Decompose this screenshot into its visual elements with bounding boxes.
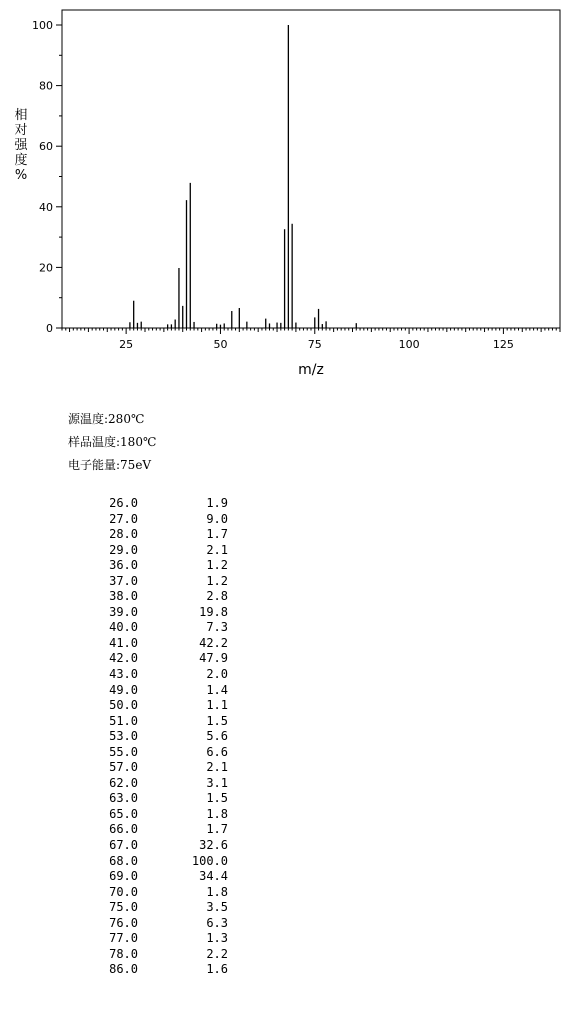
mz-value: 75.0	[109, 900, 138, 915]
mz-value: 26.0	[109, 496, 138, 510]
mz-value: 78.0	[109, 946, 138, 961]
abundance-value: 1.7	[206, 527, 228, 542]
mz-value: 57.0	[109, 760, 138, 775]
table-row	[86, 651, 228, 667]
abundance-value: 2.1	[206, 542, 228, 557]
abundance-value: 2.1	[206, 760, 228, 775]
x-tick-label: 25	[119, 338, 134, 351]
abundance-value: 1.7	[206, 822, 228, 837]
mz-value: 29.0	[109, 542, 138, 557]
abundance-value: 1.1	[206, 698, 228, 713]
mz-value: 62.0	[109, 775, 138, 790]
table-row	[86, 527, 228, 543]
table-row	[86, 683, 228, 699]
y-axis-label	[12, 108, 30, 183]
table-row	[86, 885, 228, 901]
table-row	[86, 916, 228, 932]
abundance-value: 2.2	[206, 946, 228, 961]
mz-value: 28.0	[109, 527, 138, 542]
x-axis	[62, 328, 560, 351]
mz-value: 70.0	[109, 884, 138, 899]
table-row	[86, 776, 228, 792]
spectrum-bars	[130, 25, 356, 328]
y-axis-label-char: 对	[14, 123, 28, 138]
abundance-value: 7.3	[206, 620, 228, 635]
table-row	[86, 714, 228, 730]
mz-value: 53.0	[109, 729, 138, 744]
x-tick-label: 100	[398, 338, 420, 351]
y-axis-label-char: 强	[14, 138, 28, 153]
abundance-value: 34.4	[199, 869, 228, 884]
abundance-value: 1.5	[206, 791, 228, 806]
table-row	[86, 962, 228, 978]
mz-value: 69.0	[109, 869, 138, 884]
y-tick-label: 40	[39, 200, 53, 214]
table-row	[86, 605, 228, 621]
mz-value: 37.0	[109, 573, 138, 588]
table-row	[86, 822, 228, 838]
abundance-value: 2.8	[206, 589, 228, 604]
table-row	[86, 636, 228, 652]
mz-value: 77.0	[109, 931, 138, 946]
x-tick-label: 125	[492, 338, 514, 351]
mz-value: 63.0	[109, 791, 138, 806]
mz-value: 43.0	[109, 667, 138, 682]
abundance-value: 1.5	[206, 713, 228, 728]
y-tick-label: 20	[39, 261, 53, 275]
abundance-value: 19.8	[199, 604, 228, 619]
x-tick-label: 75	[307, 338, 322, 351]
mz-value: 42.0	[109, 651, 138, 666]
y-tick-label: 60	[39, 140, 53, 154]
abundance-value: 32.6	[199, 838, 228, 853]
table-row	[86, 543, 228, 559]
table-row	[86, 729, 228, 745]
acquisition-conditions	[68, 408, 156, 477]
table-row	[86, 667, 228, 683]
y-axis	[32, 19, 62, 335]
table-row	[86, 807, 228, 823]
abundance-value: 6.3	[206, 915, 228, 930]
table-row	[86, 496, 228, 512]
abundance-value: 1.2	[206, 558, 228, 573]
abundance-value: 100.0	[191, 853, 228, 868]
y-axis-label-char: %	[14, 168, 28, 183]
y-tick-label: 80	[39, 79, 53, 93]
table-row	[86, 574, 228, 590]
table-row	[86, 620, 228, 636]
mz-value: 39.0	[109, 604, 138, 619]
mz-value: 76.0	[109, 915, 138, 930]
abundance-value: 1.6	[206, 962, 228, 977]
abundance-value: 3.5	[206, 900, 228, 915]
table-row	[86, 854, 228, 870]
table-row	[86, 698, 228, 714]
mz-value: 66.0	[109, 822, 138, 837]
abundance-value: 1.2	[206, 573, 228, 588]
abundance-value: 3.1	[206, 775, 228, 790]
abundance-value: 1.4	[206, 682, 228, 697]
y-tick-label: 0	[46, 322, 53, 335]
mz-value: 27.0	[109, 511, 138, 526]
mz-value: 65.0	[109, 806, 138, 821]
mz-value: 68.0	[109, 853, 138, 868]
mz-value: 55.0	[109, 744, 138, 759]
x-axis-label: m/z	[298, 362, 324, 378]
mz-value: 50.0	[109, 698, 138, 713]
table-row	[86, 512, 228, 528]
mz-value: 51.0	[109, 713, 138, 728]
mz-value: 40.0	[109, 620, 138, 635]
abundance-value: 2.0	[206, 667, 228, 682]
mz-value: 49.0	[109, 682, 138, 697]
mz-value: 38.0	[109, 589, 138, 604]
abundance-value: 42.2	[199, 635, 228, 650]
table-row	[86, 558, 228, 574]
table-row	[86, 745, 228, 761]
table-row	[86, 589, 228, 605]
table-row	[86, 838, 228, 854]
table-row	[86, 931, 228, 947]
abundance-value: 47.9	[199, 651, 228, 666]
abundance-value: 1.9	[206, 496, 228, 510]
table-row	[86, 900, 228, 916]
mz-value: 86.0	[109, 962, 138, 977]
mass-spectrum-chart	[0, 0, 570, 390]
electron-energy: 电子能量:75eV	[68, 458, 152, 472]
table-row	[86, 760, 228, 776]
abundance-value: 1.8	[206, 806, 228, 821]
table-row	[86, 791, 228, 807]
table-row	[86, 869, 228, 885]
abundance-value: 9.0	[206, 511, 228, 526]
y-axis-label-char: 相	[14, 108, 28, 123]
x-tick-label: 50	[213, 338, 228, 351]
abundance-value: 1.3	[206, 931, 228, 946]
plot-frame	[62, 10, 560, 328]
abundance-value: 5.6	[206, 729, 228, 744]
mz-value: 41.0	[109, 635, 138, 650]
y-axis-label-char: 度	[14, 153, 28, 168]
abundance-value: 6.6	[206, 744, 228, 759]
peak-table	[86, 496, 228, 978]
mz-value: 67.0	[109, 838, 138, 853]
y-tick-label: 100	[32, 19, 53, 32]
abundance-value: 1.8	[206, 884, 228, 899]
source-temperature: 源温度:280℃	[68, 412, 145, 426]
sample-temperature: 样品温度:180℃	[68, 435, 157, 449]
mz-value: 36.0	[109, 558, 138, 573]
table-row	[86, 947, 228, 963]
